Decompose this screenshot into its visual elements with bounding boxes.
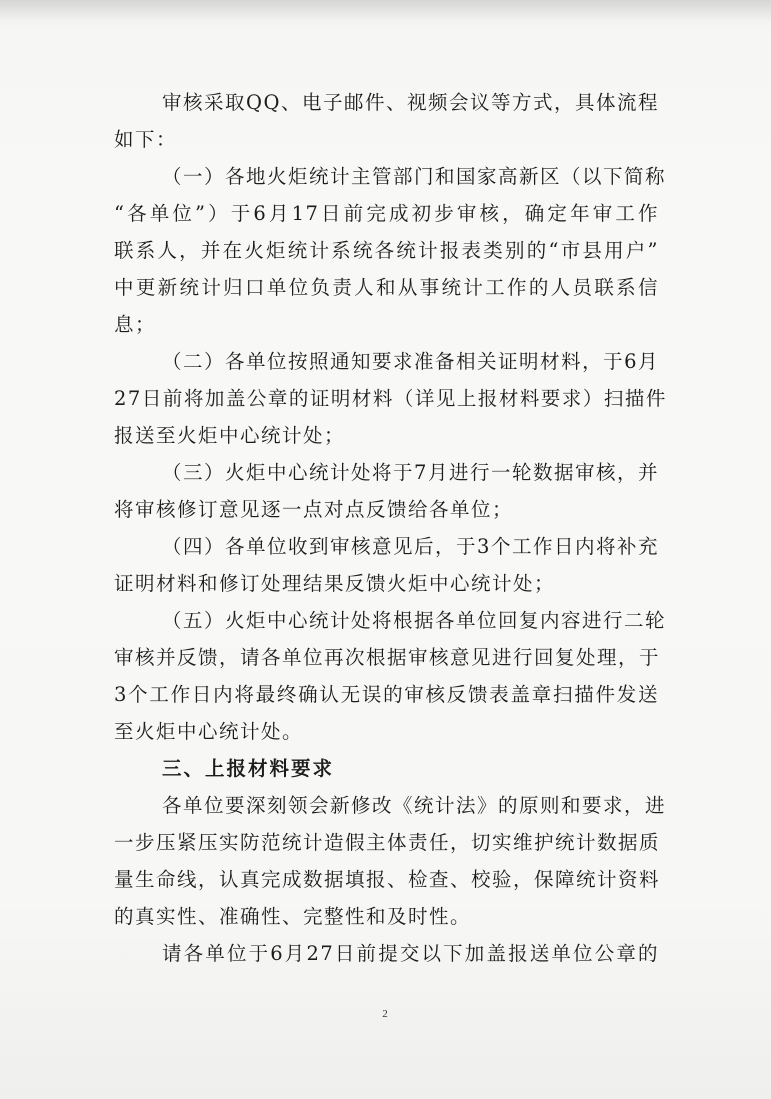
paragraph-line: 请各单位于6月27日前提交以下加盖报送单位公章的 bbox=[162, 942, 659, 965]
paragraph-line: 审核采取QQ、电子邮件、视频会议等方式，具体流程 bbox=[162, 91, 659, 114]
paragraph-line: 如下： bbox=[114, 128, 178, 151]
section-heading: 三、上报材料要求 bbox=[162, 757, 335, 780]
paragraph-line: （一）各地火炬统计主管部门和国家高新区（以下简称 bbox=[162, 165, 667, 188]
paragraph-line: 中更新统计归口单位负责人和从事统计工作的人员联系信 bbox=[114, 276, 659, 299]
paragraph-line: 27日前将加盖公章的证明材料（详见上报材料要求）扫描件 bbox=[114, 387, 667, 410]
paragraph-line: 一步压紧压实防范统计造假主体责任，切实维护统计数据质 bbox=[114, 831, 661, 854]
scan-shadow bbox=[0, 0, 771, 22]
paragraph-line: 至火炬中心统计处。 bbox=[114, 720, 304, 743]
paragraph-line: “各单位”）于6月17日前完成初步审核，确定年审工作 bbox=[114, 202, 659, 225]
paragraph-line: 报送至火炬中心统计处； bbox=[114, 424, 346, 447]
paragraph-line: 证明材料和修订处理结果反馈火炬中心统计处； bbox=[114, 572, 556, 595]
paragraph-line: 量生命线，认真完成数据填报、检查、校验，保障统计资料 bbox=[114, 868, 661, 891]
paragraph-line: 各单位要深刻领会新修改《统计法》的原则和要求，进 bbox=[162, 794, 667, 817]
paragraph-line: 联系人，并在火炬统计系统各统计报表类别的“市县用户” bbox=[114, 239, 659, 262]
paragraph-line: 审核并反馈，请各单位再次根据审核意见进行回复处理，于 bbox=[114, 646, 661, 669]
paragraph-line: 将审核修订意见逐一点对点反馈给各单位； bbox=[114, 498, 514, 521]
paragraph-line: （四）各单位收到审核意见后，于3个工作日内将补充 bbox=[162, 535, 659, 558]
paragraph-line: 息； bbox=[114, 313, 157, 336]
paragraph-line: （二）各单位按照通知要求准备相关证明材料，于6月 bbox=[162, 350, 659, 373]
paragraph-line: （五）火炬中心统计处将根据各单位回复内容进行二轮 bbox=[162, 609, 667, 632]
paragraph-line: （三）火炬中心统计处将于7月进行一轮数据审核，并 bbox=[162, 461, 659, 484]
paragraph-line: 3个工作日内将最终确认无误的审核反馈表盖章扫描件发送 bbox=[114, 683, 659, 706]
paragraph-line: 的真实性、准确性、完整性和及时性。 bbox=[114, 905, 472, 928]
page-number: 2 bbox=[382, 1008, 388, 1020]
